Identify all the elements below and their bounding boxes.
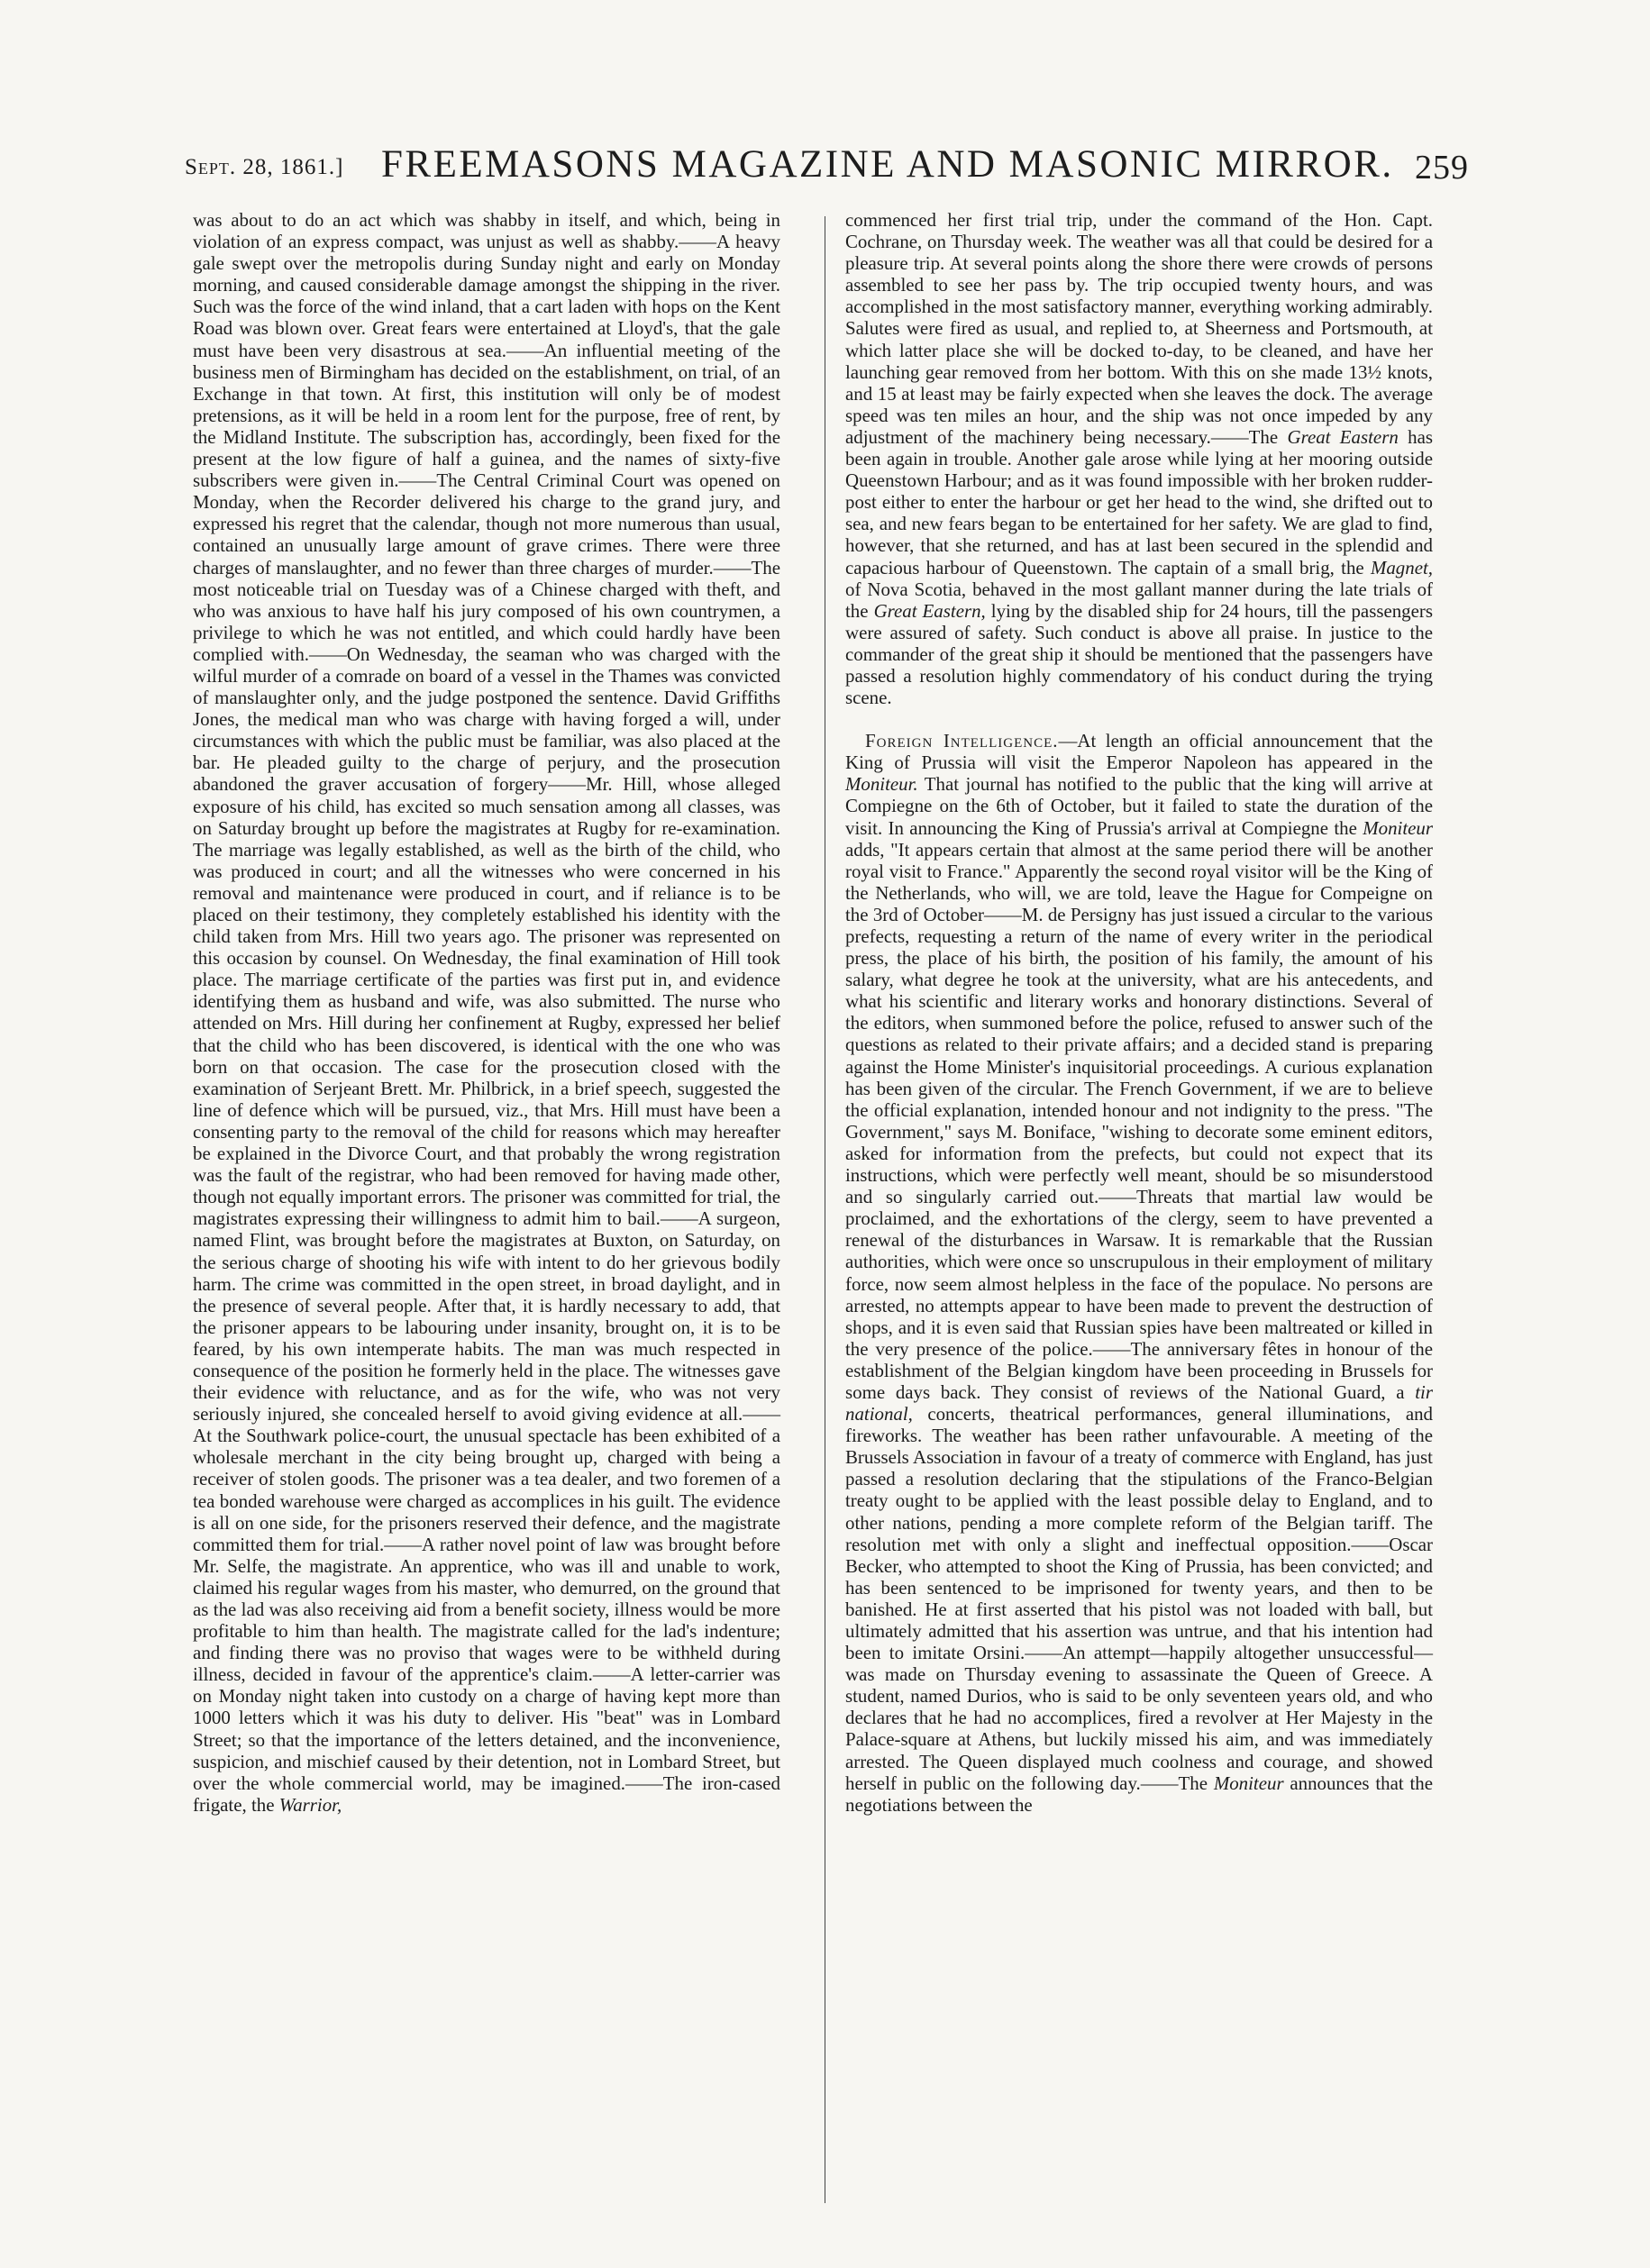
- newspaper-name: Moniteur: [1363, 816, 1433, 839]
- paragraph-text: announces that the negotiations between the: [845, 1772, 1433, 1816]
- foreign-term: tir national,: [845, 1380, 1433, 1425]
- paragraph-text: concerts, theatrical performances, general illuminations, and fireworks. The weather has been rather unfavourable. A meeting of the Brussels Association in favour of a treaty of commerce with England, has just passed a resolution declaring that the stipulations of the Franco-Belgian treaty ought to be applied with the least possible delay to England, and to other nations, pending a more complete reform of the Belgian tariff. The resolution met with only a slight and ineffectual opposition.——Oscar Becker, who attempted to shoot the King of Prussia, has been convicted; and has been sentenced to be imprisoned for twenty years, and then to be banished. He at first asserted that his pistol was not loaded with ball, but ultimately admitted that his assertion was untrue, and that his intention had been to imitate Orsini.——An attempt—happily altogether unsuccessful—was made on Thursday evening to assassinate the Queen of Greece. A student, named Durios, who is said to be only seventeen years old, and who declares that he had no accomplices, fired a revolver at Her Majesty in the Palace-square at Athens, but luckily missed his aim, and was immediately arrested. The Queen displayed much coolness and courage, and showed herself in public on the following day.——The: [845, 1403, 1433, 1794]
- foreign-intelligence-paragraph: [845, 730, 1433, 1816]
- ship-name: Great Eastern: [1287, 425, 1399, 448]
- ship-name-warrior: Warrior,: [278, 1793, 342, 1816]
- page-number: 259: [1415, 149, 1469, 187]
- paragraph-text: —At length an official announcement that the King of Prussia will visit the Emperor Napoleon has appeared in the: [845, 730, 1433, 774]
- running-head: [185, 135, 1469, 189]
- newspaper-name: Moniteur: [1213, 1772, 1284, 1794]
- right-column: [845, 209, 1433, 1816]
- paragraph-text: adds, "It appears certain that almost at the same period there will be another royal visit to France." Apparently the second royal visitor will be the King of the Netherlands, who will, we are told, leave the Hague for Compeigne on the 3rd of October——M. de Persigny has just issued a circular to the various prefects, requesting a return of the name of every writer in the periodical press, the place of his birth, the position of his family, the amount of his salary, what degree he took at the university, what are his antecedents, and what his scientific and literary works and honorary distinctions. Several of the editors, when summoned before the police, refused to answer such of the questions as related to their private affairs; and a decided stand is preparing against the Home Minister's inquisitorial proceedings. A curious explanation has been given of the circular. The French Government, if we are to believe the official explanation, intended honour and not indignity to the press. "The Government," says M. Boniface, "wishing to decorate some eminent editors, asked for information from the prefects, but could not expect that its instructions, which were perfectly well meant, should be so misunderstood and so singularly carried out.——Threats that martial law would be proclaimed, and the exhortations of the clergy, seem to have prevented a renewal of the disturbances in Warsaw. It is remarkable that the Russian authorities, which were once so unscrupulous in their employment of military force, now seem almost helpless in the face of the populace. No persons are arrested, no attempts appear to have been made to prevent the destruction of shops, and it is even said that Russian spies have been maltreated or killed in the very presence of the police.——The anniversary fêtes in honour of the establishment of the Belgian kingdom have been proceeding in Brussels for some days back. They consist of reviews of the National Guard, a: [845, 838, 1433, 1403]
- paragraph-text: of Nova Scotia, behaved in the most gallant manner during the late trials of the: [845, 578, 1433, 622]
- paragraph-text: commenced her first trial trip, under the command of the Hon. Capt. Cochrane, on Thursday week. The weather was all that could be desired for a pleasure trip. At several points along the shore there were crowds of persons assembled to see her pass by. The trip occupied twenty hours, and was accomplished in the most satisfactory manner, everything working admirably. Salutes were fired as usual, and replied to, at Sheerness and Portsmouth, at which latter place she will be docked to-day, to be cleaned, and have her launching gear removed from her bottom. With this on she made 13½ knots, and 15 at least may be fairly expected when she leaves the dock. The average speed was ten miles an hour, and the ship was not once impeded by any adjustment of the machinery being necessary.——The: [845, 209, 1433, 448]
- issue-date: Sept. 28, 1861.]: [185, 155, 344, 179]
- article-paragraph: [193, 209, 780, 1816]
- left-column: [193, 209, 780, 1816]
- paragraph-text: has been again in trouble. Another gale arose while lying at her mooring outside Queenstown Harbour; and as it was found impossible with her broken rudder-post either to enter the harbour or get her head to the wind, she drifted out to sea, and new fears began to be entertained for her safety. We are glad to find, however, that she returned, and has at last been secured in the splendid and capacious harbour of Queenstown. The captain of a small brig, the: [845, 425, 1433, 578]
- ship-name: Great Eastern,: [873, 599, 986, 622]
- section-heading: Foreign Intelligence.: [865, 730, 1059, 752]
- paragraph-text: was about to do an act which was shabby in itself, and which, being in violation of an express compact, was unjust as well as shabby.——A heavy gale swept over the metropolis during Sunday night and early on Monday morning, and caused considerable damage amongst the shipping in the river. Such was the force of the wind inland, that a cart laden with hops on the Kent Road was blown over. Great fears were entertained at Lloyd's, that the gale must have been very disastrous at sea.——An influential meeting of the business men of Birmingham has decided on the establishment, on trial, of an Exchange in that town. At first, this institution will only be of modest pretensions, as it will be held in a room lent for the purpose, free of rent, by the Midland Institute. The subscription has, accordingly, been fixed for the present at the low figure of half a guinea, and the names of sixty-five subscribers were given in.——The Central Criminal Court was opened on Monday, when the Recorder delivered his charge to the grand jury, and expressed his regret that the calendar, though not more numerous than usual, contained an unusually large amount of grave crimes. There were three charges of manslaughter, and no fewer than three charges of murder.——The most noticeable trial on Tuesday was of a Chinese charged with theft, and who was anxious to have half his jury composed of his own countrymen, a privilege to which he was not entitled, and which could hardly have been complied with.——On Wednesday, the seaman who was charged with the wilful murder of a comrade on board of a vessel in the Thames was convicted of manslaughter only, and the judge postponed the sentence. David Griffiths Jones, the medical man who was charge with having forged a will, under circumstances with which the public must be familiar, was also placed at the bar. He pleaded guilty to the charge of perjury, and the prosecution abandoned the graver accusation of forgery——Mr. Hill, whose alleged exposure of his child, has excited so much sensation among all classes, was on Saturday brought up before the magistrates at Rugby for re-examination. The marriage was legally established, as well as the birth of the child, who was produced in court; and all the witnesses who were concerned in his removal and maintenance were produced in court, and if reliance is to be placed on their testimony, they completely established his identity with the child taken from Mrs. Hill two years ago. The prisoner was represented on this occasion by counsel. On Wednesday, the final examination of Hill took place. The marriage certificate of the parties was first put in, and evidence identifying them as husband and wife, was also submitted. The nurse who attended on Mrs. Hill during her confinement at Rugby, expressed her belief that the child who has been discovered, is identical with the one who was born on that occasion. The case for the prosecution closed with the examination of Serjeant Brett. Mr. Philbrick, in a brief speech, suggested the line of defence which will be pursued, viz., that Mrs. Hill must have been a consenting party to the removal of the child for reasons which may hereafter be explained in the Divorce Court, and that probably the wrong registration was the fault of the registrar, who had been removed for having made other, though not equally important errors. The prisoner was committed for trial, the magistrates expressing their willingness to admit him to bail.——A surgeon, named Flint, was brought before the magistrates at Buxton, on Saturday, on the serious charge of shooting his wife with intent to do her grievous bodily harm. The crime was committed in the open street, in broad daylight, and in the presence of several people. After that, it is hardly necessary to add, that the prisoner appears to be labouring under insanity, brought on, it is to be feared, by his own intemperate habits. The man was much respected in consequence of the position he formerly held in the place. The witnesses gave their evidence with reluctance, and as for the wife, who was not very seriously injured, she concealed herself to avoid giving evidence at all.——At the Southwark police-court, the unusual spectacle has been exhibited of a wholesale merchant in the city being brought up, charged with being a receiver of stolen goods. The prisoner was a tea dealer, and two foremen of a tea bonded warehouse were charged as accomplices in his guilt. The evidence is all on one side, for the prisoners reserved their defence, and the magistrate committed them for trial.——A rather novel point of law was brought before Mr. Selfe, the magistrate. An apprentice, who was ill and unable to work, claimed his regular wages from his master, who demurred, on the ground that as the lad was also receiving aid from a benefit society, illness would be more profitable to him than health. The magistrate called for the lad's indenture; and finding there was no proviso that wages were to be withheld during illness, decided in favour of the apprentice's claim.——A letter-carrier was on Monday night taken into custody on a charge of having kept more than 1000 letters which it was his duty to deliver. His "beat" was in Lombard Street; so that the importance of the letters detained, and the inconvenience, suspicion, and mischief caused by their detention, not in Lombard Street, but over the whole commercial world, may be imagined.——The iron-cased frigate, the: [193, 209, 780, 1816]
- paragraph-text: lying by the disabled ship for 24 hours, till the passengers were assured of safety. Such conduct is above all praise. In justice to the commander of the great ship it should be mentioned that the passengers have passed a resolution highly commendatory of his conduct during the trying scene.: [845, 599, 1433, 709]
- ship-name: Magnet,: [1370, 556, 1433, 578]
- article-paragraph: [845, 209, 1433, 708]
- paragraph-text: That journal has notified to the public that the king will arrive at Compiegne on the 6th of October, but it failed to state the duration of the visit. In announcing the King of Prussia's arrival at Compiegne the: [845, 773, 1433, 839]
- newspaper-name: Moniteur.: [845, 773, 918, 796]
- publication-title: FREEMASONS MAGAZINE AND MASONIC MIRROR.: [381, 143, 1394, 186]
